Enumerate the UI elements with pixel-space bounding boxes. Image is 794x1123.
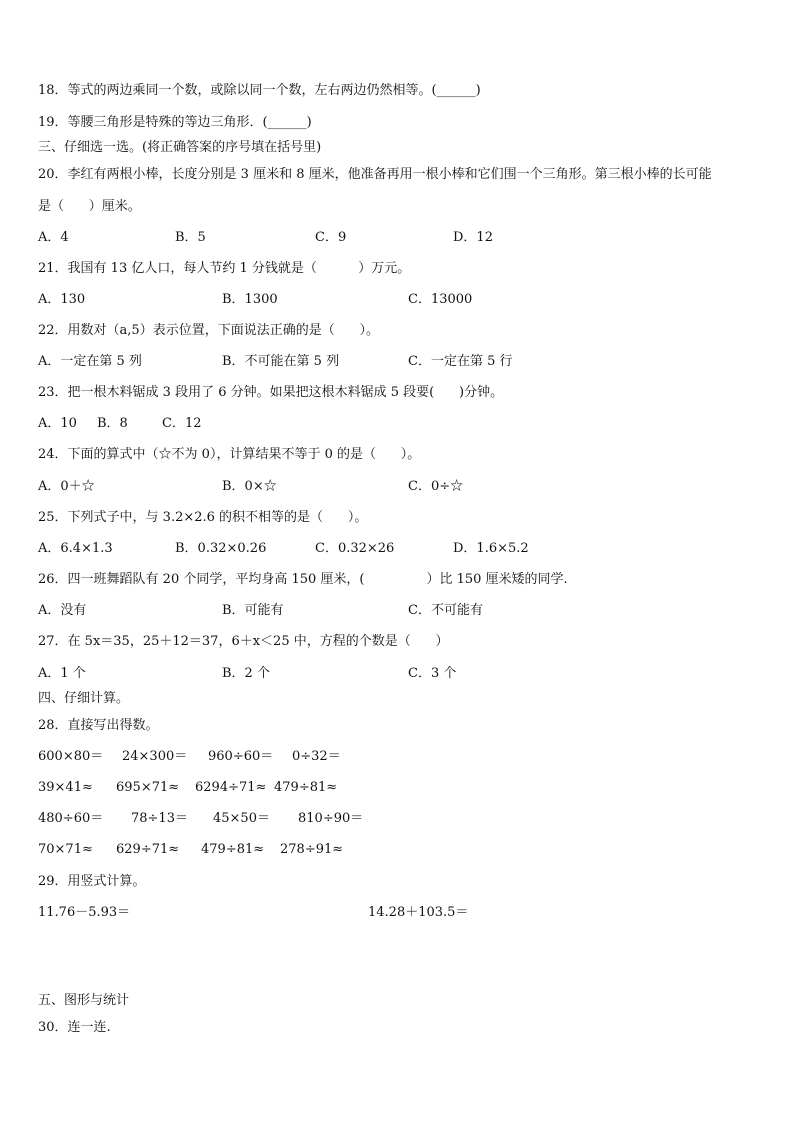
calc-item: 629÷71≈ <box>116 842 180 857</box>
option-b[interactable]: B．8 <box>97 416 128 431</box>
option-d[interactable]: D．12 <box>453 230 493 245</box>
calc-item: 70×71≈ <box>38 842 93 857</box>
calc-item: 960÷60＝ <box>208 749 274 764</box>
option-c[interactable]: C．0÷☆ <box>408 479 464 494</box>
q24-options <box>38 479 464 495</box>
option-a[interactable]: A．4 <box>38 230 69 245</box>
calc-item: 480÷60＝ <box>38 811 104 826</box>
calc-item: 24×300＝ <box>122 749 188 764</box>
q29-text: 29．用竖式计算。 <box>38 874 146 889</box>
calc-item: 278÷91≈ <box>280 842 344 857</box>
calc-item: 479÷81≈ <box>274 780 338 795</box>
q26-options <box>38 603 483 619</box>
q20-options <box>38 230 493 246</box>
calc-item: 479÷81≈ <box>201 842 265 857</box>
option-c[interactable]: C．9 <box>315 230 347 245</box>
q21-options <box>38 292 473 308</box>
q29-items <box>38 905 469 921</box>
calc-row <box>38 749 341 765</box>
option-c[interactable]: C．0.32×26 <box>315 541 395 556</box>
q19-text: 19．等腰三角形是特殊的等边三角形．(______) <box>38 115 312 130</box>
q24-text: 24．下面的算式中（☆不为 0），计算结果不等于 0 的是（ ）。 <box>38 447 421 462</box>
q28-text: 28．直接写出得数。 <box>38 718 159 733</box>
calc-item: 695×71≈ <box>116 780 180 795</box>
option-a[interactable]: A．没有 <box>38 603 87 618</box>
calc-row <box>38 811 364 827</box>
calc-row <box>38 842 344 858</box>
q22-text: 22．用数对（a,5）表示位置，下面说法正确的是（ ）。 <box>38 323 379 338</box>
q20-text: 20．李红有两根小棒，长度分别是 3 厘米和 8 厘米，他准备再用一根小棒和它们围一个三角形。第三根小棒的长可能 <box>38 167 712 182</box>
option-a[interactable]: A．10 <box>38 416 77 431</box>
option-c[interactable]: C．3 个 <box>408 666 457 681</box>
option-c[interactable]: C．一定在第 5 行 <box>408 354 513 369</box>
q27-options <box>38 666 457 682</box>
q23-text: 23．把一根木料锯成 3 段用了 6 分钟。如果把这根木料锯成 5 段要( )分钟。 <box>38 385 504 400</box>
q30-text: 30．连一连. <box>38 1020 111 1035</box>
calc-item: 600×80＝ <box>38 749 104 764</box>
option-a[interactable]: A．6.4×1.3 <box>38 541 113 556</box>
option-a[interactable]: A．一定在第 5 列 <box>38 354 142 369</box>
option-b[interactable]: B．可能有 <box>222 603 284 618</box>
section-5-heading: 五、图形与统计 <box>38 993 130 1008</box>
option-b[interactable]: B．0×☆ <box>222 479 277 494</box>
q26-text: 26．四一班舞蹈队有 20 个同学，平均身高 150 厘米，( ）比 150 厘米矮的同学. <box>38 572 568 587</box>
calc-row <box>38 780 338 796</box>
q20-text-cont: 是（ ）厘米。 <box>38 199 141 214</box>
q25-text: 25．下列式子中，与 3.2×2.6 的积不相等的是（ ）。 <box>38 510 368 525</box>
option-c[interactable]: C．不可能有 <box>408 603 483 618</box>
section-3-heading: 三、仔细选一选。(将正确答案的序号填在括号里) <box>38 140 322 155</box>
calc-item: 0÷32＝ <box>292 749 341 764</box>
calc-item: 39×41≈ <box>38 780 93 795</box>
option-b[interactable]: B．5 <box>175 230 206 245</box>
option-b[interactable]: B．1300 <box>222 292 278 307</box>
q27-text: 27．在 5x＝35，25＋12＝37，6＋x＜25 中，方程的个数是（ ） <box>38 634 449 649</box>
vertical-calc-item: 14.28＋103.5＝ <box>368 905 469 920</box>
option-a[interactable]: A．130 <box>38 292 86 307</box>
option-d[interactable]: D．1.6×5.2 <box>453 541 529 556</box>
option-c[interactable]: C．12 <box>162 416 202 431</box>
vertical-calc-item: 11.76－5.93＝ <box>38 905 131 920</box>
calc-item: 810÷90＝ <box>298 811 364 826</box>
calc-item: 6294÷71≈ <box>195 780 267 795</box>
calc-item: 78÷13＝ <box>131 811 188 826</box>
q21-text: 21．我国有 13 亿人口，每人节约 1 分钱就是（ ）万元。 <box>38 261 411 276</box>
q22-options <box>38 354 513 370</box>
section-4-heading: 四、仔细计算。 <box>38 691 130 706</box>
option-a[interactable]: A．0＋☆ <box>38 479 95 494</box>
option-b[interactable]: B．0.32×0.26 <box>175 541 267 556</box>
q25-options <box>38 541 529 557</box>
calc-item: 45×50＝ <box>213 811 270 826</box>
option-b[interactable]: B．2 个 <box>222 666 270 681</box>
q23-options <box>38 416 202 432</box>
q18-text: 18．等式的两边乘同一个数，或除以同一个数，左右两边仍然相等。(______) <box>38 83 481 98</box>
option-c[interactable]: C．13000 <box>408 292 473 307</box>
option-b[interactable]: B．不可能在第 5 列 <box>222 354 340 369</box>
option-a[interactable]: A．1 个 <box>38 666 86 681</box>
